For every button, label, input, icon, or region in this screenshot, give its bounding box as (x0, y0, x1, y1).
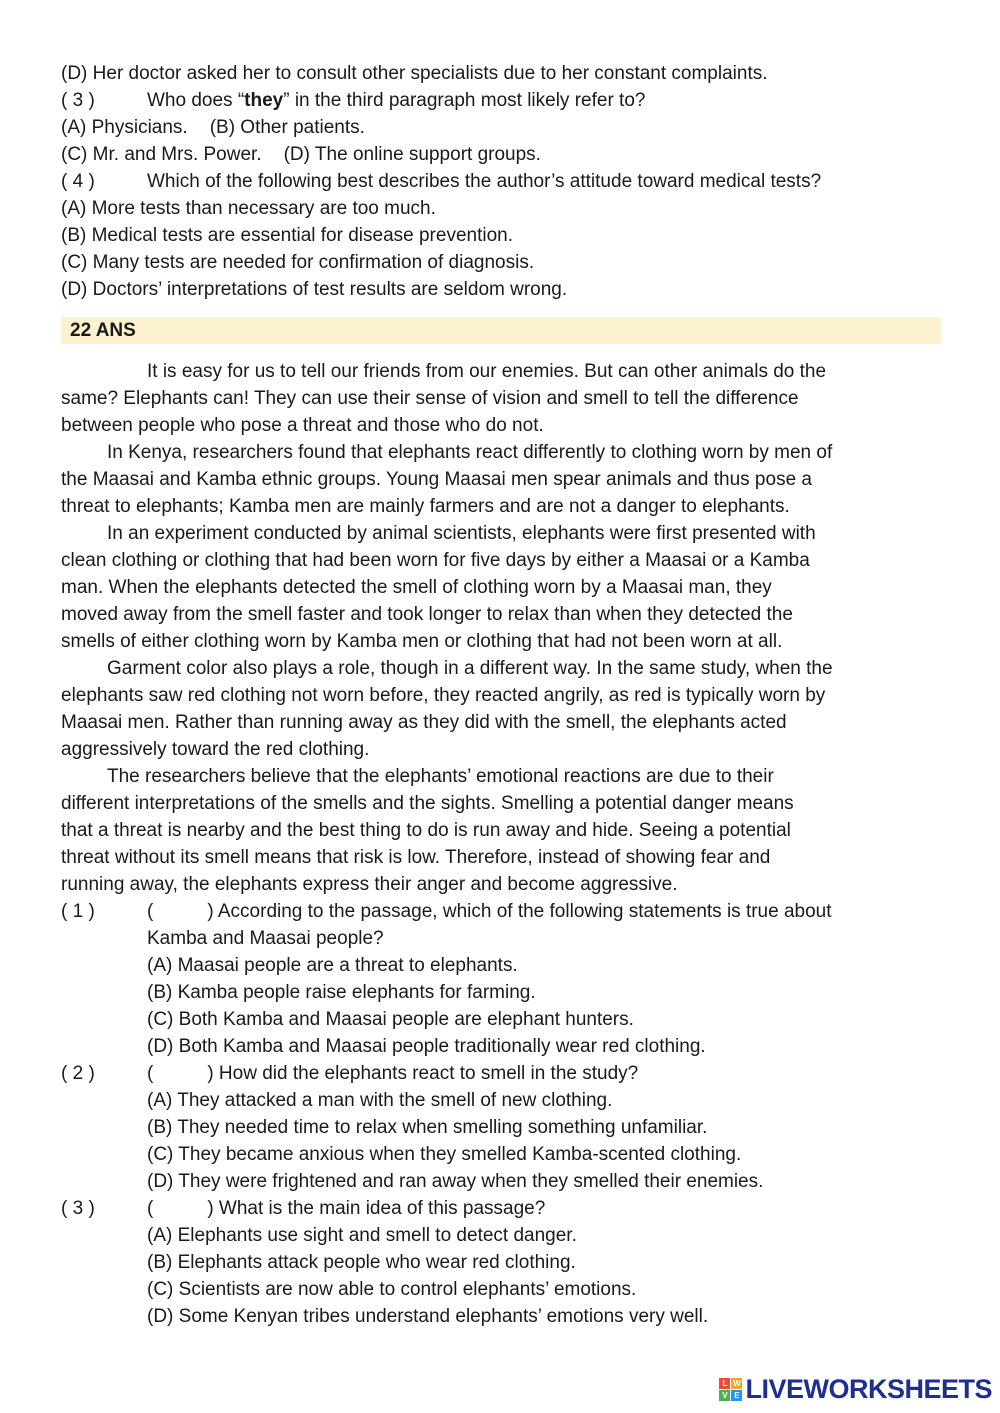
passage-line: threat to elephants; Kamba men are mainly farmers and are not a danger to elephants. (61, 496, 790, 517)
option-c: (C) Many tests are needed for confirmation of diagnosis. (61, 252, 535, 273)
option-a: (A) Maasai people are a threat to elephants. (147, 955, 518, 976)
logo-mark-icon (719, 1378, 742, 1401)
question-number: ( 4 ) (61, 171, 95, 192)
question-4-stem (61, 168, 941, 195)
q3-options-ab (61, 114, 941, 141)
worksheet-page (61, 60, 941, 1330)
passage-line: between people who pose a threat and those who do not. (61, 415, 544, 436)
question-1-stem (61, 898, 941, 925)
q2-option-d: (D) Her doctor asked her to consult other specialists due to her constant complaints. (61, 63, 768, 84)
question-text: Who does “ (147, 90, 245, 111)
passage-line: It is easy for us to tell our friends from our enemies. But can other animals do the (147, 361, 827, 382)
option-c: (C) They became anxious when they smelled Kamba-scented clothing. (147, 1144, 742, 1165)
question-number: ( 2 ) (61, 1063, 95, 1084)
logo-mark-cell: E (731, 1390, 742, 1401)
option-c: (C) Both Kamba and Maasai people are elephant hunters. (147, 1009, 634, 1030)
answer-paren: ( (147, 1198, 154, 1219)
passage-line: Garment color also plays a role, though in a different way. In the same study, when the (107, 658, 833, 679)
passage-line: elephants saw red clothing not worn before, they reacted angrily, as red is typically worn by (61, 685, 826, 706)
option-d: (D) The online support groups. (283, 144, 541, 165)
section-heading: 22 ANS (61, 317, 941, 344)
option-a: (A) More tests than necessary are too much. (61, 198, 436, 219)
passage-line: clean clothing or clothing that had been worn for five days by either a Maasai or a Kamba (61, 550, 810, 571)
passage-line: The researchers believe that the elephants’ emotional reactions are due to their (107, 766, 774, 787)
option-a: (A) Elephants use sight and smell to detect danger. (147, 1225, 577, 1246)
passage-line: running away, the elephants express their anger and become aggressive. (61, 874, 678, 895)
passage-line: threat without its smell means that risk is low. Therefore, instead of showing fear and (61, 847, 771, 868)
option-b: (B) Elephants attack people who wear red clothing. (147, 1252, 576, 1273)
passage-line: the Maasai and Kamba ethnic groups. Young Maasai men spear animals and thus pose a (61, 469, 812, 490)
option-d: (D) They were frightened and ran away when they smelled their enemies. (147, 1171, 764, 1192)
logo-mark-cell: L (719, 1378, 730, 1389)
passage-line: man. When the elephants detected the smell of clothing worn by a Maasai man, they (61, 577, 772, 598)
option-c: (C) Scientists are now able to control elephants’ emotions. (147, 1279, 637, 1300)
option-b: (B) Medical tests are essential for disease prevention. (61, 225, 513, 246)
question-text: Which of the following best describes the author’s attitude toward medical tests? (147, 171, 822, 192)
option-a: (A) They attacked a man with the smell of new clothing. (147, 1090, 613, 1111)
question-bold-word: they (244, 90, 284, 111)
passage-line: aggressively toward the red clothing. (61, 739, 370, 760)
option-c: (C) Mr. and Mrs. Power. (61, 144, 262, 165)
question-2-stem (61, 1060, 941, 1087)
option-a: (A) Physicians. (61, 117, 188, 138)
option-b: (B) Other patients. (209, 117, 365, 138)
question-number: ( 3 ) (61, 90, 95, 111)
passage-line: different interpretations of the smells and the sights. Smelling a potential danger means (61, 793, 794, 814)
question-text: ” in the third paragraph most likely refer to? (283, 90, 646, 111)
logo-text: LIVEWORKSHEETS (745, 1374, 992, 1404)
passage-line: that a threat is nearby and the best thing to do is run away and hide. Seeing a potential (61, 820, 791, 841)
question-number: ( 3 ) (61, 1198, 95, 1219)
option-b: (B) Kamba people raise elephants for farming. (147, 982, 536, 1003)
logo-mark-cell: W (733, 1379, 741, 1388)
option-d: (D) Doctors’ interpretations of test results are seldom wrong. (61, 279, 568, 300)
passage-line: smells of either clothing worn by Kamba men or clothing that had not been worn at all. (61, 631, 783, 652)
answer-paren: ( (147, 1063, 154, 1084)
option-d: (D) Some Kenyan tribes understand elephants’ emotions very well. (147, 1306, 709, 1327)
liveworksheets-logo[interactable] (719, 1374, 992, 1405)
passage-line: same? Elephants can! They can use their sense of vision and smell to tell the difference (61, 388, 799, 409)
question-text-cont: Kamba and Maasai people? (147, 928, 384, 949)
passage-line: Maasai men. Rather than running away as they did with the smell, the elephants acted (61, 712, 787, 733)
question-number: ( 1 ) (61, 901, 95, 922)
option-b: (B) They needed time to relax when smelling something unfamiliar. (147, 1117, 708, 1138)
logo-mark-cell: V (719, 1390, 730, 1401)
q3-options-cd (61, 141, 941, 168)
question-text: ) According to the passage, which of the following statements is true about (207, 901, 832, 922)
reading-passage (61, 358, 941, 898)
passage-line: In an experiment conducted by animal scientists, elephants were first presented with (107, 523, 816, 544)
passage-line: In Kenya, researchers found that elephants react differently to clothing worn by men of (107, 442, 833, 463)
option-d: (D) Both Kamba and Maasai people traditionally wear red clothing. (147, 1036, 706, 1057)
passage-line: moved away from the smell faster and took longer to relax than when they detected the (61, 604, 793, 625)
question-3-stem (61, 87, 941, 114)
question-3-stem (61, 1195, 941, 1222)
answer-paren: ( (147, 901, 154, 922)
question-text: ) What is the main idea of this passage? (207, 1198, 546, 1219)
question-text: ) How did the elephants react to smell in the study? (207, 1063, 639, 1084)
